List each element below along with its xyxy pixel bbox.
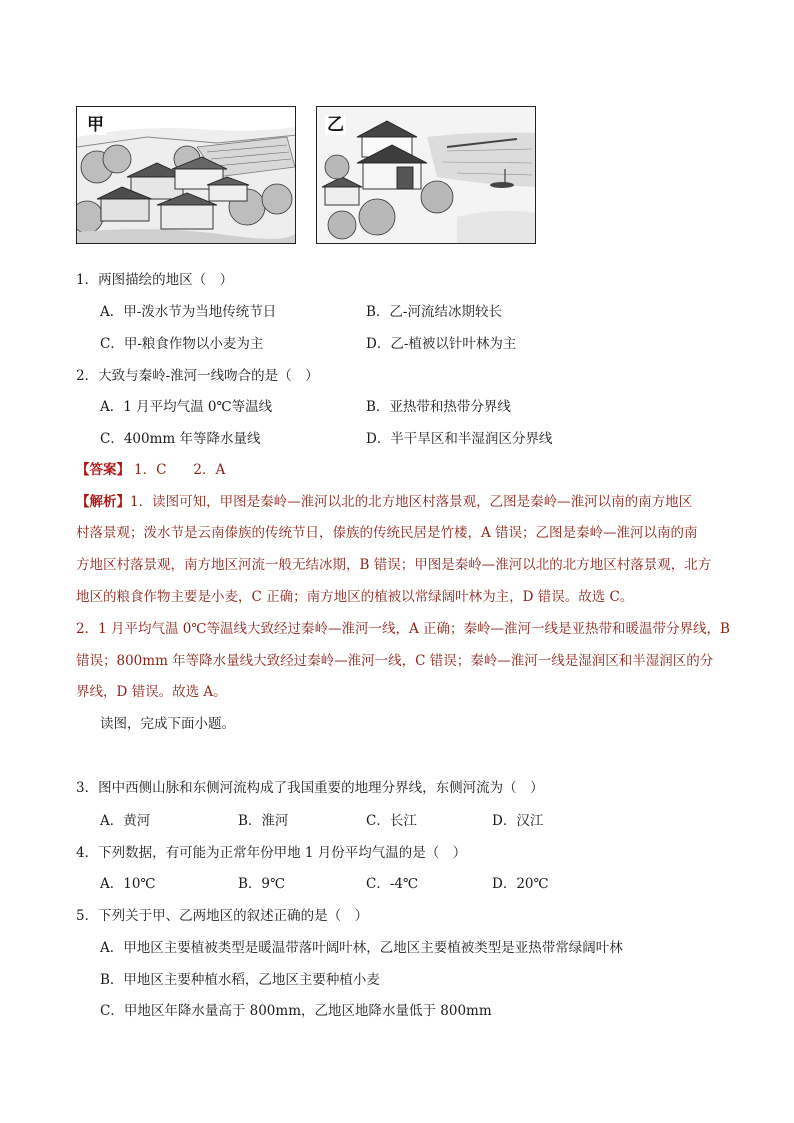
- north-village-illustration-icon: [77, 107, 296, 244]
- question-5-option-c: C．甲地区年降水量高于 800mm，乙地区地降水量低于 800mm: [100, 1003, 492, 1019]
- question-5-option-b: B．甲地区主要种植水稻，乙地区主要种植小麦: [100, 972, 380, 988]
- figure-label: 甲: [87, 115, 104, 135]
- question-3-option-c: C．长江: [366, 813, 417, 829]
- question-5-stem: 5．下列关于甲、乙两地区的叙述正确的是（ ）: [76, 908, 369, 924]
- question-4-option-c: C．-4℃: [366, 876, 419, 892]
- question-1-option-d: D．乙-植被以针叶林为主: [366, 336, 517, 352]
- question-1-option-a: A．甲-泼水节为当地传统节日: [100, 304, 277, 320]
- figure-jia: [76, 106, 296, 244]
- analysis-tag: 【解析】: [76, 494, 130, 510]
- question-3-option-d: D．汉江: [492, 813, 544, 829]
- question-2-option-b: B．亚热带和热带分界线: [366, 399, 511, 415]
- question-2-stem: 2．大致与秦岭-淮河一线吻合的是（ ）: [76, 368, 319, 384]
- question-2-option-a: A．1 月平均气温 0℃等温线: [100, 399, 273, 415]
- south-village-illustration-icon: [317, 107, 536, 244]
- figure-yi: [316, 106, 536, 244]
- question-3-option-b: B．淮河: [238, 813, 289, 829]
- question-3-stem: 3．图中西侧山脉和东侧河流构成了我国重要的地理分界线，东侧河流为（ ）: [76, 780, 544, 796]
- answer-tag: 【答案】: [76, 462, 130, 478]
- analysis-line-1: [76, 492, 692, 512]
- question-2-option-c: C．400mm 年等降水量线: [100, 431, 261, 447]
- question-4-option-d: D．20℃: [492, 876, 549, 892]
- analysis-line-6: 错误；800mm 年等降水量线大致经过秦岭—淮河一线，C 错误；秦岭—淮河一线是湿润区和半湿润区的分: [76, 653, 714, 669]
- question-3-option-a: A．黄河: [100, 813, 151, 829]
- question-2-option-d: D．半干旱区和半湿润区分界线: [366, 431, 553, 447]
- figure-label: 乙: [327, 115, 344, 135]
- analysis-line-5: 2．1 月平均气温 0℃等温线大致经过秦岭—淮河一线，A 正确；秦岭—淮河一线是亚热带和暖温带分界线，B: [76, 621, 730, 637]
- analysis-line-4: 地区的粮食作物主要是小麦，C 正确；南方地区的植被以常绿阔叶林为主，D 错误。故选 C。: [76, 589, 634, 605]
- question-1-option-c: C．甲-粮食作物以小麦为主: [100, 336, 264, 352]
- instruction-text: 读图，完成下面小题。: [100, 716, 235, 732]
- question-1-option-b: B．乙-河流结冰期较长: [366, 304, 502, 320]
- question-5-option-a: A．甲地区主要植被类型是暖温带落叶阔叶林，乙地区主要植被类型是亚热带常绿阔叶林: [100, 940, 623, 956]
- analysis-line-7: 界线，D 错误。故选 A。: [76, 684, 227, 700]
- question-4-option-a: A．10℃: [100, 876, 156, 892]
- analysis-line-2: 村落景观；泼水节是云南傣族的传统节日，傣族的传统民居是竹楼，A 错误；乙图是秦岭—淮河以南的南: [76, 525, 698, 541]
- answer-line: [76, 460, 225, 480]
- question-4-option-b: B．9℃: [238, 876, 286, 892]
- analysis-text: 1．读图可知，甲图是秦岭—淮河以北的北方地区村落景观，乙图是秦岭—淮河以南的南方地区: [130, 494, 693, 510]
- answer-text: 1．C 2．A: [134, 462, 226, 478]
- question-4-stem: 4．下列数据，有可能为正常年份甲地 1 月份平均气温的是（ ）: [76, 845, 467, 861]
- analysis-line-3: 方地区村落景观，南方地区河流一般无结冰期，B 错误；甲图是秦岭—淮河以北的北方地区村落景观，北方: [76, 557, 712, 573]
- question-1-stem: 1．两图描绘的地区（ ）: [76, 272, 234, 288]
